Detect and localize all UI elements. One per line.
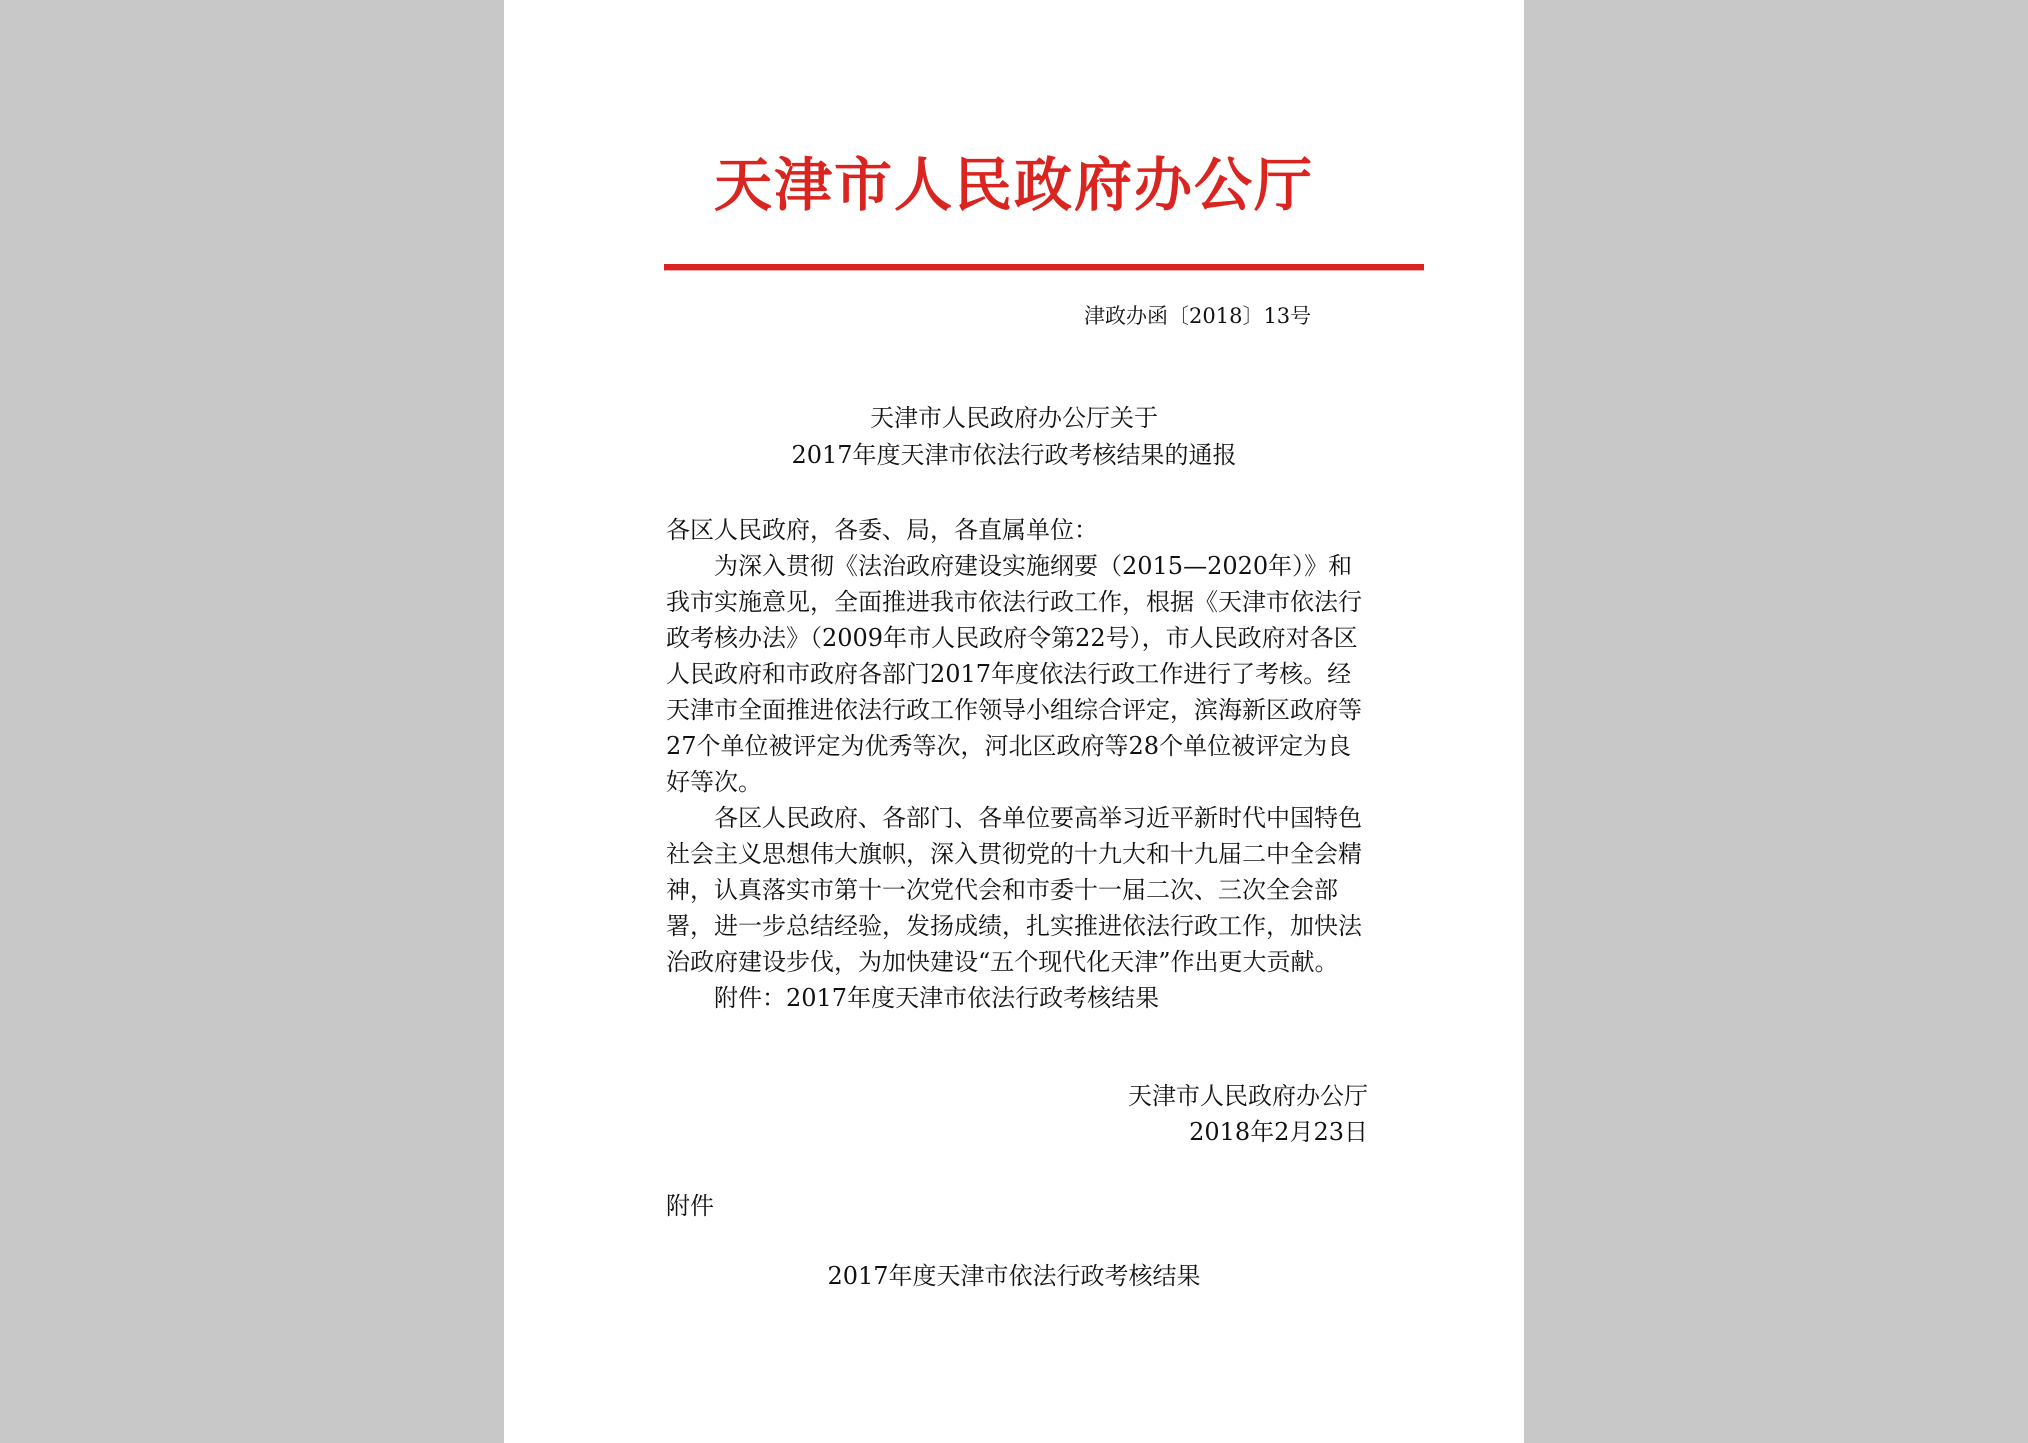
attachment-title: 2017年度天津市依法行政考核结果 xyxy=(827,1262,1201,1290)
signature-org: 天津市人民政府办公厅 xyxy=(1128,1082,1368,1110)
document-title xyxy=(504,400,1524,474)
document-page xyxy=(504,0,1524,1443)
issuer-header: 天津市人民政府办公厅 xyxy=(713,151,1314,219)
body-paragraph-1: 为深入贯彻《法治政府建设实施纲要（2015—2020年）》和我市实施意见，全面推进我市依法行政工作，根据《天津市依法行政考核办法》（2009年市人民政府令第22号），市人民政府对各区人民政府和市政府各部门2017年度依法行政工作进行了考核。经天津市全面推进依法行政工作领导小组综合评定，滨海新区政府等27个单位被评定为优秀等次，河北区政府等28个单位被评定为良好等次。 xyxy=(666,552,1362,796)
signature-date: 2018年2月23日 xyxy=(1189,1118,1368,1146)
attachment-label: 附件 xyxy=(666,1192,714,1220)
salutation: 各区人民政府，各委、局，各直属单位： xyxy=(666,516,1098,544)
red-rule-divider xyxy=(664,264,1424,271)
signature-block xyxy=(1084,1078,1368,1150)
document-body xyxy=(666,512,1366,1016)
document-number: 津政办函〔2018〕13号 xyxy=(1084,304,1312,328)
title-line-1: 天津市人民政府办公厅关于 xyxy=(870,404,1158,432)
title-line-2: 2017年度天津市依法行政考核结果的通报 xyxy=(791,441,1237,469)
attachment-reference: 附件：2017年度天津市依法行政考核结果 xyxy=(714,984,1160,1012)
body-paragraph-2: 各区人民政府、各部门、各单位要高举习近平新时代中国特色社会主义思想伟大旗帜，深入贯彻党的十九大和十九届二中全会精神，认真落实市第十一次党代会和市委十一届二次、三次全会部署，进一步总结经验，发扬成绩，扎实推进依法行政工作，加快法治政府建设步伐，为加快建设“五个现代化天津”作出更大贡献。 xyxy=(666,804,1362,976)
